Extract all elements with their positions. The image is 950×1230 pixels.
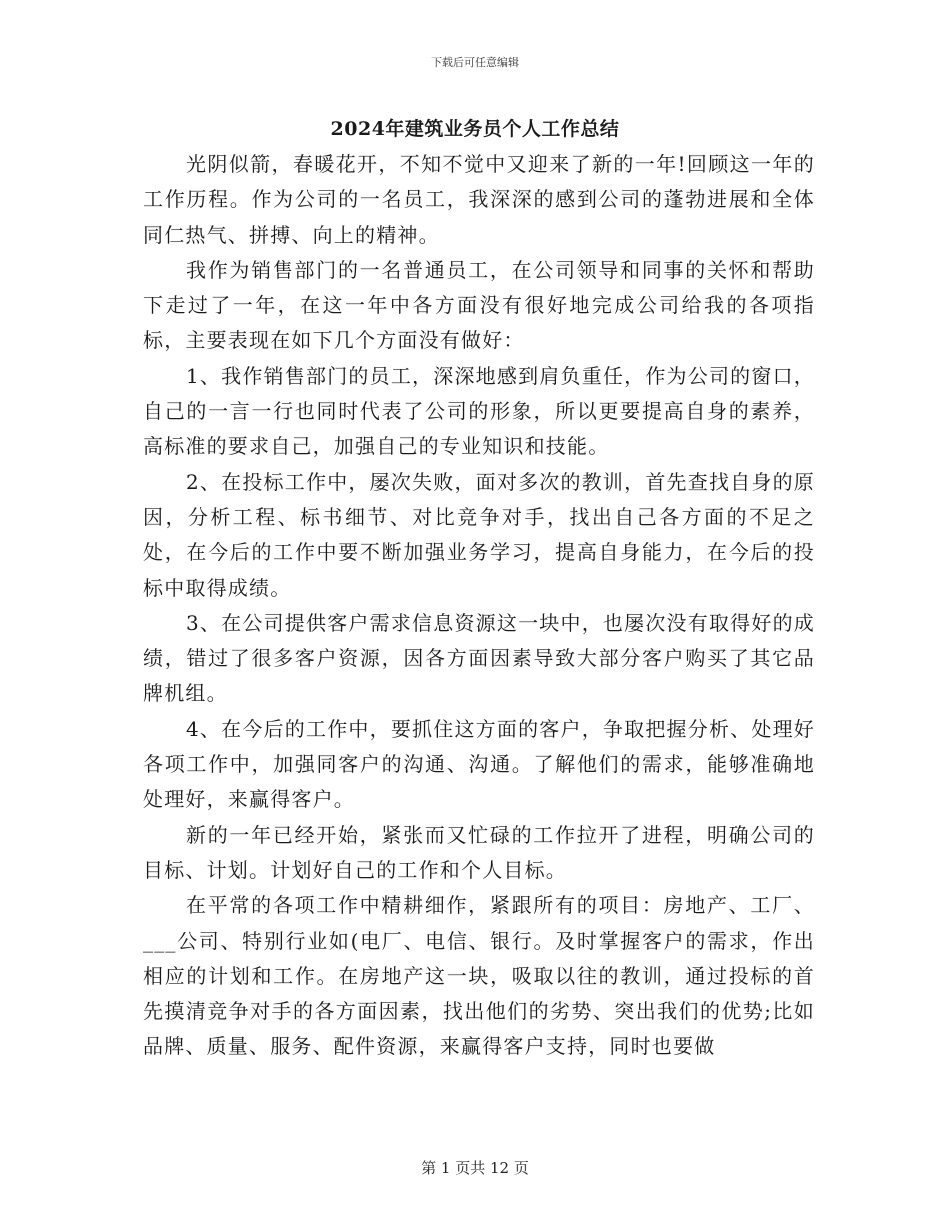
paragraph: 新的一年已经开始，紧张而又忙碌的工作拉开了进程，明确公司的目标、计划。计划好自己的工作和个人目标。 — [143, 822, 815, 882]
paragraph: 2、在投标工作中，屡次失败，面对多次的教训，首先查找自身的原因，分析工程、标书细节、对比竞争对手，找出自己各方面的不足之处，在今后的工作中要不断加强业务学习，提高自身能力，在今后的投标中取得成绩。 — [143, 469, 815, 600]
document-body — [143, 147, 815, 1065]
paragraph: 光阴似箭，春暖花开，不知不觉中又迎来了新的一年!回顾这一年的工作历程。作为公司的一名员工，我深深的感到公司的蓬勃进展和全体同仁热气、拼搏、向上的精神。 — [143, 152, 815, 247]
document-title: 2024年建筑业务员个人工作总结 — [330, 118, 620, 140]
paragraph: 在平常的各项工作中精耕细作，紧跟所有的项目：房地产、工厂、___公司、特别行业如(电厂、电信、银行。及时掌握客户的需求，作出相应的计划和工作。在房地产这一块，吸取以往的教训，通过投标的首先摸清竞争对手的各方面因素，找出他们的劣势、突出我们的优势;比如品牌、质量、服务、配件资源，来赢得客户支持，同时也要做 — [143, 893, 815, 1059]
paragraph: 我作为销售部门的一名普通员工，在公司领导和同事的关怀和帮助下走过了一年，在这一年中各方面没有很好地完成公司给我的各项指标，主要表现在如下几个方面没有做好： — [143, 257, 815, 353]
paragraph: 4、在今后的工作中，要抓住这方面的客户，争取把握分析、处理好各项工作中，加强同客户的沟通、沟通。了解他们的需求，能够准确地处理好，来赢得客户。 — [143, 716, 815, 812]
page-footer: 第 1 页共 12 页 — [421, 1159, 529, 1177]
header-note: 下载后可任意编辑 — [431, 56, 519, 69]
paragraph: 3、在公司提供客户需求信息资源这一块中，也屡次没有取得好的成绩，错过了很多客户资源，因各方面因素导致大部分客户购买了其它品牌机组。 — [143, 610, 815, 706]
paragraph: 1、我作销售部门的员工，深深地感到肩负重任，作为公司的窗口，自己的一言一行也同时代表了公司的形象，所以更要提高自身的素养，高标准的要求自己，加强自己的专业知识和技能。 — [143, 363, 815, 459]
